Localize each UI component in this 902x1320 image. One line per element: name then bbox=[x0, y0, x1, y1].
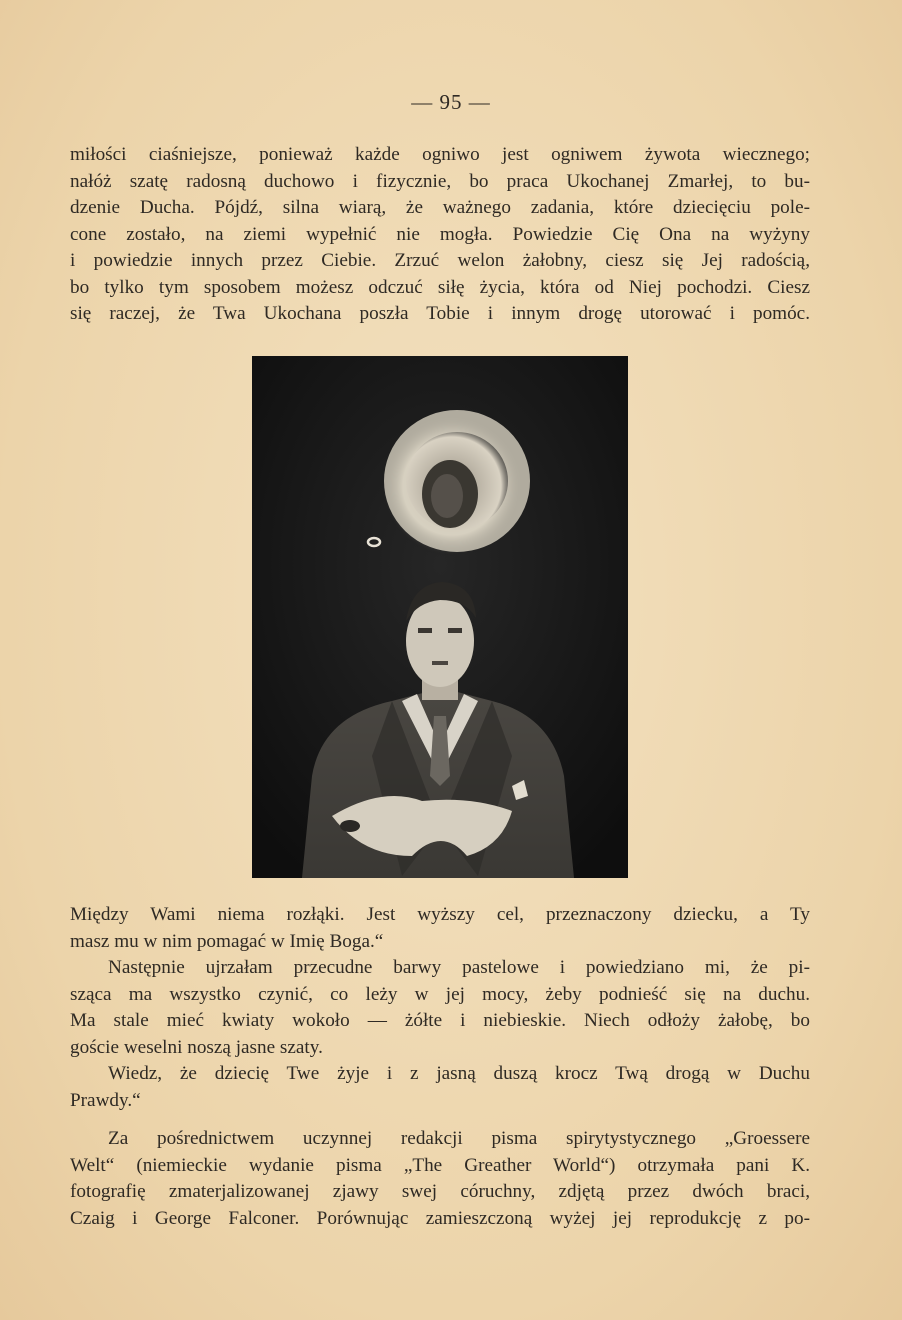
spirit-photograph bbox=[252, 356, 628, 878]
text-line: i powiedzie innych przez Ciebie. Zrzuć welon żałobny, ciesz się Jej radością, bbox=[70, 250, 810, 271]
photograph-illustration bbox=[252, 356, 628, 878]
text-line: masz mu w nim pomagać w Imię Boga.“ bbox=[70, 930, 384, 952]
text-line: bo tylko tym sposobem możesz odczuć siłę życia, która od Niej pochodzi. Ciesz bbox=[70, 276, 810, 298]
text-line: Wiedz, że dziecię Twe żyje i z jasną duszą krocz Twą drogą w Duchu bbox=[108, 1063, 810, 1084]
text-line: goście weselni noszą jasne szaty. bbox=[70, 1036, 323, 1058]
ectoplasm-cloud bbox=[382, 416, 522, 556]
text-line: fotografię zmaterjalizowanej zjawy swej córuchny, zdjętą przez dwóch braci, bbox=[70, 1181, 810, 1202]
text-line: się raczej, że Twa Ukochana poszła Tobie i innym drogę utorować i pomóc. bbox=[70, 303, 810, 324]
text-line: nałóż szatę radosną duchowo i fizycznie, bo praca Ukochanej Zmarłej, to bu- bbox=[70, 170, 810, 192]
text-line: Ma stale mieć kwiaty wokoło — żółte i niebieskie. Niech odłoży żałobę, bo bbox=[70, 1010, 810, 1031]
paragraph-4 bbox=[70, 1126, 810, 1232]
paragraph-3 bbox=[70, 1061, 810, 1114]
text-line: Między Wami niema rozłąki. Jest wyższy cel, przeznaczony dziecku, a Ty bbox=[70, 904, 810, 925]
text-line: Welt“ (niemieckie wydanie pisma „The Greather World“) otrzymała pani K. bbox=[70, 1154, 810, 1176]
text-line: Za pośrednictwem uczynnej redakcji pisma spirytystycznego „Groessere bbox=[108, 1128, 810, 1149]
paragraph-1 bbox=[70, 902, 810, 955]
text-line: cone zostało, na ziemi wypełnić nie mogła. Powiedzie Cię Ona na wyżyny bbox=[70, 223, 810, 245]
text-line: Prawdy.“ bbox=[70, 1089, 141, 1111]
text-line: Czaig i George Falconer. Porównując zamieszczoną wyżej jej reprodukcję z po- bbox=[70, 1207, 810, 1229]
text-line: dzenie Ducha. Pójdź, silna wiarą, że ważnego zadania, które dziecięciu pole- bbox=[70, 197, 810, 218]
page-number: — 95 — bbox=[411, 90, 491, 114]
text-line: miłości ciaśniejsze, ponieważ każde ogniwo jest ogniwem żywota wiecznego; bbox=[70, 144, 810, 165]
paragraph-2 bbox=[70, 955, 810, 1061]
text-line: sząca ma wszystko czynić, co leży w jej mocy, żeby podnieść się na duchu. bbox=[70, 983, 810, 1005]
paragraph-top bbox=[70, 142, 810, 328]
text-line: Następnie ujrzałam przecudne barwy pastelowe i powiedziano mi, że pi- bbox=[108, 957, 810, 978]
